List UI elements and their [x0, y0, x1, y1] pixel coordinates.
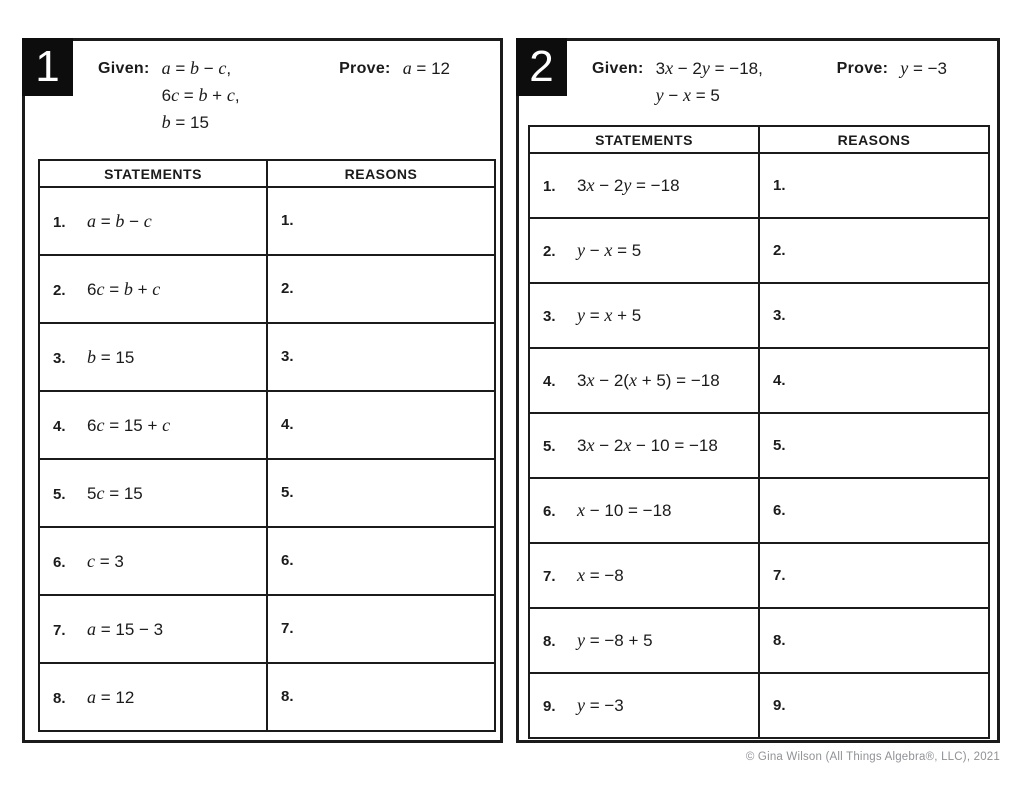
proof-row — [39, 187, 495, 255]
proof-row — [39, 595, 495, 663]
reason-number: 7. — [773, 566, 786, 584]
proof-row — [39, 323, 495, 391]
statement-number: 2. — [543, 243, 556, 260]
statement-equation: y = −8 + 5 — [577, 630, 653, 650]
reason-cell — [759, 283, 989, 348]
reason-number: 4. — [773, 371, 786, 389]
reasons-header: REASONS — [267, 160, 495, 187]
statement-equation: 5c = 15 — [87, 482, 143, 503]
statement-number: 1. — [543, 178, 556, 195]
reason-cell — [759, 348, 989, 413]
statement-number: 8. — [543, 633, 556, 650]
statement-equation: 6c = 15 + c — [87, 414, 171, 435]
given-prove-header — [519, 41, 997, 109]
statement-equation: 3x − 2(x + 5) = −18 — [577, 370, 720, 390]
proof-row — [529, 413, 989, 478]
proof-row — [529, 153, 989, 218]
proof-row — [529, 543, 989, 608]
reason-number: 7. — [281, 620, 294, 637]
reason-number: 5. — [281, 484, 294, 501]
reason-number: 1. — [773, 176, 786, 194]
proof-table — [528, 125, 990, 739]
reason-cell — [759, 608, 989, 673]
given-equation: b = 15 — [161, 112, 209, 132]
given-equation: y − x = 5 — [655, 85, 720, 105]
statement-equation: x = −8 — [577, 565, 624, 585]
statements-header: STATEMENTS — [39, 160, 267, 187]
given-equations — [162, 55, 240, 136]
problem-number: 1 — [35, 42, 60, 91]
statement-number: 1. — [53, 213, 66, 231]
statement-cell — [529, 283, 759, 348]
statement-cell — [39, 255, 267, 323]
proof-row — [529, 478, 989, 543]
statement-equation: 6c = b + c — [87, 278, 161, 299]
statement-equation: a = b − c — [87, 210, 152, 231]
copyright-credit: © Gina Wilson (All Things Algebra®, LLC), 2021 — [745, 751, 1000, 763]
statement-equation: x − 10 = −18 — [577, 500, 672, 520]
proof-row — [39, 391, 495, 459]
statement-cell — [529, 478, 759, 543]
statement-number: 8. — [53, 689, 66, 707]
statement-cell — [529, 348, 759, 413]
reasons-header: REASONS — [759, 126, 989, 153]
reason-number: 9. — [773, 696, 786, 714]
reason-cell — [267, 255, 495, 323]
reason-number: 2. — [281, 280, 294, 297]
statement-number: 5. — [543, 438, 556, 455]
reason-number: 3. — [773, 306, 786, 324]
reason-cell — [759, 413, 989, 478]
prove-label: Prove: — [339, 60, 391, 77]
given-label: Given: — [98, 60, 150, 77]
given-equation: 3x − 2y = −18, — [655, 58, 763, 78]
statement-cell — [529, 608, 759, 673]
given-label: Given: — [592, 60, 644, 77]
prove-equation: y = −3 — [900, 58, 947, 78]
given-equations — [656, 55, 763, 109]
prove-label: Prove: — [836, 60, 889, 77]
statement-cell — [529, 413, 759, 478]
reason-number: 3. — [281, 348, 294, 365]
statement-cell — [39, 595, 267, 663]
statement-equation: 3x − 2y = −18 — [577, 175, 680, 195]
reason-number: 2. — [773, 241, 786, 259]
reason-number: 1. — [281, 212, 294, 229]
reason-cell — [267, 663, 495, 731]
reason-cell — [267, 527, 495, 595]
statement-cell — [529, 543, 759, 608]
reason-cell — [759, 218, 989, 283]
statement-equation: b = 15 — [87, 346, 135, 367]
statement-equation: c = 3 — [87, 550, 124, 571]
statement-cell — [39, 459, 267, 527]
statement-number: 4. — [53, 417, 66, 435]
statement-number: 5. — [53, 485, 66, 503]
given-prove-header — [25, 41, 500, 136]
given-equation: a = b − c, — [161, 58, 232, 78]
statements-header: STATEMENTS — [529, 126, 759, 153]
reason-cell — [759, 673, 989, 738]
reason-cell — [267, 323, 495, 391]
problem-panel-1 — [22, 38, 503, 743]
reason-number: 5. — [773, 436, 786, 454]
reason-cell — [267, 595, 495, 663]
given-equation: 6c = b + c, — [161, 85, 240, 105]
statement-equation: 3x − 2x − 10 = −18 — [577, 435, 718, 455]
reason-number: 6. — [281, 552, 294, 569]
table-header-row — [529, 126, 989, 153]
proof-row — [39, 459, 495, 527]
reason-cell — [267, 187, 495, 255]
statement-cell — [529, 673, 759, 738]
statement-equation: a = 15 − 3 — [87, 618, 164, 639]
problem-number-box — [22, 38, 73, 96]
reason-number: 8. — [281, 688, 294, 705]
reason-cell — [759, 543, 989, 608]
statement-cell — [39, 391, 267, 459]
problem-panel-2 — [516, 38, 1000, 743]
statement-number: 4. — [543, 373, 556, 390]
reason-number: 4. — [281, 416, 294, 433]
statement-cell — [529, 153, 759, 218]
statement-cell — [529, 218, 759, 283]
statement-number: 6. — [53, 553, 66, 571]
reason-cell — [759, 153, 989, 218]
statement-number: 7. — [53, 621, 66, 639]
proof-row — [529, 283, 989, 348]
statement-cell — [39, 323, 267, 391]
statement-cell — [39, 527, 267, 595]
proof-row — [39, 663, 495, 731]
proof-row — [39, 255, 495, 323]
problem-number: 2 — [529, 42, 554, 91]
proof-table — [38, 159, 496, 732]
reason-cell — [267, 459, 495, 527]
statement-number: 9. — [543, 698, 556, 715]
proof-row — [39, 527, 495, 595]
statement-number: 7. — [543, 568, 556, 585]
proof-row — [529, 608, 989, 673]
problem-number-box — [516, 38, 567, 96]
statement-number: 3. — [543, 308, 556, 325]
statement-cell — [39, 187, 267, 255]
proof-row — [529, 673, 989, 738]
proof-row — [529, 218, 989, 283]
proof-row — [529, 348, 989, 413]
statement-number: 3. — [53, 349, 66, 367]
statement-equation: y − x = 5 — [577, 240, 642, 260]
table-header-row — [39, 160, 495, 187]
statement-equation: y = x + 5 — [577, 305, 642, 325]
reason-number: 6. — [773, 501, 786, 519]
reason-cell — [759, 478, 989, 543]
statement-equation: y = −3 — [577, 695, 624, 715]
statement-number: 6. — [543, 503, 556, 520]
reason-number: 8. — [773, 631, 786, 649]
reason-cell — [267, 391, 495, 459]
statement-cell — [39, 663, 267, 731]
prove-equation: a = 12 — [402, 58, 450, 78]
statement-equation: a = 12 — [87, 686, 135, 707]
statement-number: 2. — [53, 281, 66, 299]
